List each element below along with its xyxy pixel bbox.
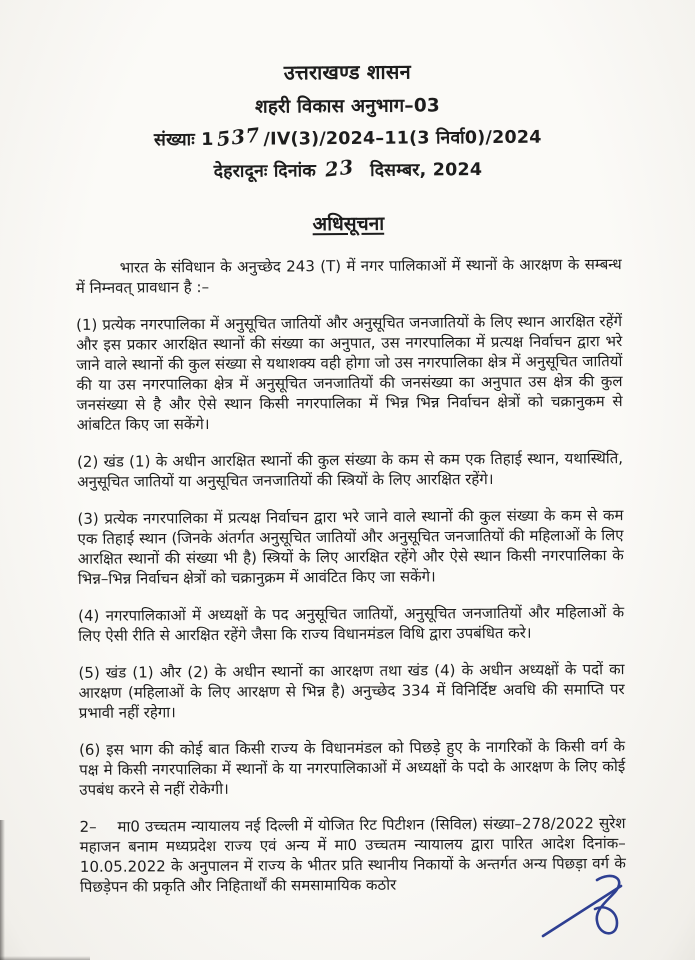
department-section-line: शहरी विकास अनुभाग–03 [255,95,441,118]
handwritten-reference-digits: 537 [215,123,262,152]
place-date-prefix: देहरादूनः दिनांक [213,161,323,182]
reference-number-prefix: संख्याः 1 [153,129,214,151]
document-content [74,0,626,914]
signature-stroke-diagonal [543,886,621,936]
scan-edge-artifact-bottom [0,956,90,960]
reference-number-line [75,124,621,152]
intro-paragraph: भारत के संविधान के अनुच्छेद 243 (T) में नगर पालिकाओं में स्थानों के आरक्षण के सम्बन्ध में निम्नवत् प्रावधान है :– [75,255,622,297]
clause-paragraph-2: (2) खंड (1) के अधीन आरक्षित स्थानों की कुल संख्या के कम से कम एक तिहाई स्थान, यथास्थिति, अनुसूचित जातियों या अनुसूचित जनजातियों की स्त्रियों के लिए आरक्षित रहेंगे। [76,449,624,491]
place-date-line [75,156,621,184]
signature-stroke-loop [595,876,619,933]
government-title: उत्तराखण्ड शासन [283,59,411,85]
scan-edge-artifact-left [0,820,5,960]
signature-ink [535,870,657,954]
notification-heading: अधिसूचना [312,212,385,236]
reference-number-suffix: /IV(3)/2024–11(3 निर्वा0)/2024 [263,127,542,150]
clause-paragraph-4: (4) नगरपालिकाओं में अध्यक्षों के पद अनुसूचित जातियों, अनुसूचित जनजातियों और महिलाओं के लिए ऐसी रीति से आरक्षित रहेंगे जैसा कि राज्य विधानमंडल विधि द्वारा उपबंधित करे। [78,603,625,645]
place-date-suffix: दिसम्बर, 2024 [357,160,483,181]
clause-paragraph-1: (1) प्रत्येक नगरपालिका में अनुसूचित जातियों और अनुसूचित जनजातियों के लिए स्थान आरक्षित रहेंगें और इस प्रकार आरक्षित स्थानों की संख्या का अनुपात, उस नगरपालिका में प्रत्यक्ष निर्वाचन द्वारा भरे जाने वाले स्थानों की कुल संख्या से यथाशक्य वही होगा जो उस नगरपालिका क्षेत्र में अनुसूचित जातियों की या उस नगरपालिका क्षेत्र में अनुसूचित जनजातियों की जनसंख्या का अनुपात उस क्षेत्र की कुल जनसंख्या से है और ऐसे स्थान किसी नगरपालिका में भिन्न भिन्न निर्वाचन क्षेत्रों को चक्रानुकम से आंबटित किए जा सकेंगे। [76,312,623,434]
clause-paragraph-3: (3) प्रत्येक नगरपालिका में प्रत्यक्ष निर्वाचन द्वारा भरे जाने वाले स्थानों की कुल संख्या के कम से कम एक तिहाई स्थान (जिनके अंतर्गत अनुसूचित जातियों और अनुसूचित जनजातियों की महिलाओं के लिए आरक्षित स्थानों की संख्या भी है) स्त्रियों के लिए आरक्षित रहेंगे और ऐसे स्थान किसी नगरपालिका के भिन्न–भिन्न निर्वाचन क्षेत्रों को चक्रानुक्रम में आवंटित किए जा सकेंगे। [77,506,624,588]
handwritten-date-digits: 23 [323,155,356,182]
heading-row [75,208,621,238]
document-header [74,56,621,184]
court-order-paragraph: 2– मा0 उच्चतम न्यायालय नई दिल्ली में योजित रिट पिटीशन (सिविल) संख्या–278/2022 सुरेश महाजन बनाम मध्यप्रदेश राज्य एवं अन्य में मा0 उच्चतम न्यायालय द्वारा पारित आदेश दिनांक–10.05.2022 के अनुपालन में राज्य के भीतर प्रति स्थानीय निकायों के अन्तर्गत अन्य पिछड़ा वर्ग के पिछड़ेपन की प्रकृति और निहितार्थों की समसामायिक कठोर [79,814,626,896]
clause-paragraph-5: (5) खंड (1) और (2) के अधीन स्थानों का आरक्षण तथा खंड (4) के अधीन अध्यक्षों के पदों का आरक्षण (महिलाओं के लिए आरक्षण से भिन्न है) अनुच्छेद 334 में विनिर्दिष्ट अवधि की समाप्ति पर प्रभावी नहीं रहेगा। [78,660,625,722]
clause-paragraph-6: (6) इस भाग की कोई बात किसी राज्य के विधानमंडल को पिछड़े हुए के नागरिकों के किसी वर्ग के पक्ष मे किसी नगरपालिका में स्थानों के या नगरपालिकाओं में अध्यक्षों के पदो के आरक्षण के लिए कोई उपबंध करने से नहीं रोकेगी। [78,737,626,799]
